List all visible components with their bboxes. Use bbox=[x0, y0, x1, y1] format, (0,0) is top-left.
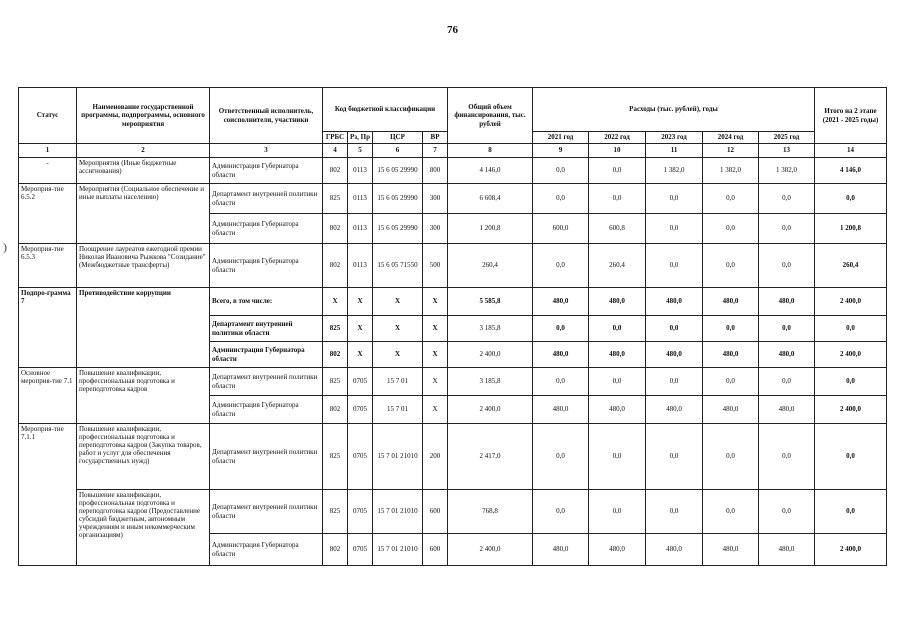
csr-cell: 15 6 05 29990 bbox=[373, 158, 423, 184]
total-cell: 2 400,0 bbox=[448, 342, 533, 368]
budget-table bbox=[18, 87, 887, 566]
grbs-cell: 802 bbox=[323, 534, 348, 566]
executor-cell: Департамент внутренней политики области bbox=[210, 490, 323, 534]
executor-cell: Департамент внутренней политики области bbox=[210, 184, 323, 214]
grbs-cell: 825 bbox=[323, 424, 348, 490]
rzpr-cell: 0113 bbox=[348, 158, 373, 184]
vr-cell: 600 bbox=[423, 534, 448, 566]
total-cell: 768,8 bbox=[448, 490, 533, 534]
page-number: 76 bbox=[447, 24, 458, 36]
rzpr-cell: 0705 bbox=[348, 368, 373, 396]
col-index: 14 bbox=[815, 144, 887, 158]
total-cell: 2 400,0 bbox=[448, 534, 533, 566]
total-cell: 6 608,4 bbox=[448, 184, 533, 214]
csr-cell: 15 6 05 29990 bbox=[373, 184, 423, 214]
total-cell: 5 585,8 bbox=[448, 288, 533, 316]
y2025-cell: 0,0 bbox=[759, 316, 815, 342]
col-index: 6 bbox=[373, 144, 423, 158]
executor-cell: Администрация Губернатора области bbox=[210, 244, 323, 288]
csr-cell: 15 7 01 bbox=[373, 396, 423, 424]
header-y2024: 2024 год bbox=[703, 132, 759, 144]
table-row bbox=[19, 158, 887, 184]
grbs-cell: 825 bbox=[323, 368, 348, 396]
header-row bbox=[19, 88, 887, 132]
name-cell: Мероприятия (Социальное обеспечение и иные выплаты населению) bbox=[77, 184, 210, 244]
y2024-cell: 0,0 bbox=[703, 368, 759, 396]
col-index: 1 bbox=[19, 144, 77, 158]
vr-cell: X bbox=[423, 368, 448, 396]
itogo-cell: 2 400,0 bbox=[815, 342, 887, 368]
y2024-cell: 0,0 bbox=[703, 214, 759, 244]
y2023-cell: 480,0 bbox=[646, 288, 703, 316]
table-row bbox=[19, 490, 887, 534]
y2021-cell: 480,0 bbox=[533, 396, 589, 424]
y2024-cell: 480,0 bbox=[703, 534, 759, 566]
total-cell: 3 185,8 bbox=[448, 368, 533, 396]
csr-cell: 15 7 01 21010 bbox=[373, 490, 423, 534]
grbs-cell: X bbox=[323, 288, 348, 316]
y2023-cell: 0,0 bbox=[646, 214, 703, 244]
y2021-cell: 480,0 bbox=[533, 534, 589, 566]
vr-cell: 300 bbox=[423, 214, 448, 244]
rzpr-cell: X bbox=[348, 288, 373, 316]
y2022-cell: 480,0 bbox=[589, 396, 646, 424]
executor-cell: Администрация Губернатора области bbox=[210, 158, 323, 184]
y2023-cell: 0,0 bbox=[646, 316, 703, 342]
y2023-cell: 0,0 bbox=[646, 490, 703, 534]
y2022-cell: 480,0 bbox=[589, 534, 646, 566]
header-expenses: Расходы (тыс. рублей), годы bbox=[533, 88, 815, 132]
itogo-cell: 260,4 bbox=[815, 244, 887, 288]
total-cell: 4 146,0 bbox=[448, 158, 533, 184]
executor-cell: Администрация Губернатора области bbox=[210, 342, 323, 368]
header-vr: ВР bbox=[423, 132, 448, 144]
vr-cell: X bbox=[423, 342, 448, 368]
grbs-cell: 825 bbox=[323, 316, 348, 342]
col-index: 7 bbox=[423, 144, 448, 158]
grbs-cell: 802 bbox=[323, 244, 348, 288]
y2025-cell: 0,0 bbox=[759, 184, 815, 214]
csr-cell: 15 6 05 71550 bbox=[373, 244, 423, 288]
y2022-cell: 0,0 bbox=[589, 316, 646, 342]
executor-cell: Всего, в том числе: bbox=[210, 288, 323, 316]
status-cell: Мероприя-тие 6.5.3 bbox=[19, 244, 77, 288]
col-index: 10 bbox=[589, 144, 646, 158]
col-index: 11 bbox=[646, 144, 703, 158]
itogo-cell: 0,0 bbox=[815, 184, 887, 214]
col-index: 3 bbox=[210, 144, 323, 158]
rzpr-cell: X bbox=[348, 316, 373, 342]
y2022-cell: 0,0 bbox=[589, 490, 646, 534]
itogo-cell: 0,0 bbox=[815, 368, 887, 396]
grbs-cell: 825 bbox=[323, 184, 348, 214]
csr-cell: X bbox=[373, 342, 423, 368]
y2025-cell: 480,0 bbox=[759, 342, 815, 368]
executor-cell: Департамент внутренней политики области bbox=[210, 316, 323, 342]
y2025-cell: 0,0 bbox=[759, 368, 815, 396]
vr-cell: X bbox=[423, 396, 448, 424]
itogo-cell: 2 400,0 bbox=[815, 534, 887, 566]
y2025-cell: 480,0 bbox=[759, 288, 815, 316]
total-cell: 3 185,8 bbox=[448, 316, 533, 342]
table-row bbox=[19, 244, 887, 288]
executor-cell: Администрация Губернатора области bbox=[210, 396, 323, 424]
col-index: 12 bbox=[703, 144, 759, 158]
csr-cell: X bbox=[373, 288, 423, 316]
y2024-cell: 480,0 bbox=[703, 288, 759, 316]
column-index-row bbox=[19, 144, 887, 158]
rzpr-cell: 0705 bbox=[348, 490, 373, 534]
y2021-cell: 0,0 bbox=[533, 244, 589, 288]
rzpr-cell: 0705 bbox=[348, 424, 373, 490]
y2022-cell: 480,0 bbox=[589, 288, 646, 316]
grbs-cell: 802 bbox=[323, 342, 348, 368]
y2022-cell: 260,4 bbox=[589, 244, 646, 288]
header-itogo: Итого на 2 этапе (2021 - 2025 годы) bbox=[815, 88, 887, 144]
csr-cell: 15 6 05 29990 bbox=[373, 214, 423, 244]
y2021-cell: 0,0 bbox=[533, 368, 589, 396]
y2023-cell: 0,0 bbox=[646, 184, 703, 214]
grbs-cell: 802 bbox=[323, 158, 348, 184]
table-row bbox=[19, 424, 887, 490]
csr-cell: 15 7 01 bbox=[373, 368, 423, 396]
y2021-cell: 480,0 bbox=[533, 288, 589, 316]
vr-cell: X bbox=[423, 316, 448, 342]
y2024-cell: 1 382,0 bbox=[703, 158, 759, 184]
csr-cell: 15 7 01 21010 bbox=[373, 534, 423, 566]
y2022-cell: 480,0 bbox=[589, 342, 646, 368]
header-y2021: 2021 год bbox=[533, 132, 589, 144]
header-y2023: 2023 год bbox=[646, 132, 703, 144]
header-budget-class: Код бюджетной классификации bbox=[323, 88, 448, 132]
col-index: 2 bbox=[77, 144, 210, 158]
y2021-cell: 0,0 bbox=[533, 158, 589, 184]
col-index: 8 bbox=[448, 144, 533, 158]
vr-cell: X bbox=[423, 288, 448, 316]
rzpr-cell: 0113 bbox=[348, 244, 373, 288]
col-index: 5 bbox=[348, 144, 373, 158]
header-rzpr: Рз, Пр bbox=[348, 132, 373, 144]
y2025-cell: 0,0 bbox=[759, 490, 815, 534]
y2023-cell: 480,0 bbox=[646, 396, 703, 424]
header-executor: Ответственный исполнитель, соисполнители, участники bbox=[210, 88, 323, 144]
header-y2025: 2025 год bbox=[759, 132, 815, 144]
status-cell: Мероприя-тие 6.5.2 bbox=[19, 184, 77, 244]
rzpr-cell: 0705 bbox=[348, 396, 373, 424]
y2024-cell: 0,0 bbox=[703, 316, 759, 342]
status-cell: Мероприя-тие 7.1.1 bbox=[19, 424, 77, 566]
executor-cell: Департамент внутренней политики области bbox=[210, 368, 323, 396]
name-cell: Противодействие коррупции bbox=[77, 288, 210, 368]
vr-cell: 600 bbox=[423, 490, 448, 534]
y2023-cell: 480,0 bbox=[646, 534, 703, 566]
vr-cell: 300 bbox=[423, 184, 448, 214]
vr-cell: 200 bbox=[423, 424, 448, 490]
csr-cell: 15 7 01 21010 bbox=[373, 424, 423, 490]
col-index: 9 bbox=[533, 144, 589, 158]
grbs-cell: 802 bbox=[323, 396, 348, 424]
table-row bbox=[19, 184, 887, 214]
y2023-cell: 0,0 bbox=[646, 424, 703, 490]
rzpr-cell: X bbox=[348, 342, 373, 368]
y2024-cell: 0,0 bbox=[703, 424, 759, 490]
col-index: 13 bbox=[759, 144, 815, 158]
name-cell: Повышение квалификации, профессиональная подготовка и переподготовка кадров bbox=[77, 368, 210, 424]
y2021-cell: 600,0 bbox=[533, 214, 589, 244]
y2022-cell: 600,8 bbox=[589, 214, 646, 244]
executor-cell: Администрация Губернатора области bbox=[210, 214, 323, 244]
header-grbs: ГРБС bbox=[323, 132, 348, 144]
itogo-cell: 4 146,0 bbox=[815, 158, 887, 184]
name-cell: Мероприятия (Иные бюджетные ассигнования) bbox=[77, 158, 210, 184]
header-total-funding: Общий объем финансирования, тыс. рублей bbox=[448, 88, 533, 144]
executor-cell: Администрация Губернатора области bbox=[210, 534, 323, 566]
y2024-cell: 480,0 bbox=[703, 396, 759, 424]
itogo-cell: 2 400,0 bbox=[815, 396, 887, 424]
grbs-cell: 825 bbox=[323, 490, 348, 534]
total-cell: 2 417,0 bbox=[448, 424, 533, 490]
itogo-cell: 0,0 bbox=[815, 316, 887, 342]
y2022-cell: 0,0 bbox=[589, 424, 646, 490]
executor-cell: Департамент внутренней политики области bbox=[210, 424, 323, 490]
y2025-cell: 0,0 bbox=[759, 214, 815, 244]
name-cell: Повышение квалификации, профессиональная подготовка и переподготовка кадров (Закупка товаров, работ и услуг для обеспечения государственных нужд) bbox=[77, 424, 210, 490]
y2023-cell: 1 382,0 bbox=[646, 158, 703, 184]
y2021-cell: 480,0 bbox=[533, 342, 589, 368]
margin-mark: ) bbox=[3, 240, 7, 254]
table-row bbox=[19, 368, 887, 396]
name-cell: Поощрение лауреатов ежегодной премии Николая Ивановича Рыжкова "Созидание" (Межбюджетные трансферты) bbox=[77, 244, 210, 288]
vr-cell: 800 bbox=[423, 158, 448, 184]
header-csr: ЦСР bbox=[373, 132, 423, 144]
csr-cell: X bbox=[373, 316, 423, 342]
table-row bbox=[19, 288, 887, 316]
status-cell: - bbox=[19, 158, 77, 184]
y2021-cell: 0,0 bbox=[533, 316, 589, 342]
total-cell: 1 200,8 bbox=[448, 214, 533, 244]
y2022-cell: 0,0 bbox=[589, 368, 646, 396]
total-cell: 260,4 bbox=[448, 244, 533, 288]
header-name: Наименование государственной программы, подпрограммы, основного мероприятия bbox=[77, 88, 210, 144]
name-cell: Повышение квалификации, профессиональная подготовка и переподготовка кадров (Предоставление субсидий бюджетным, автономным учреждениям и иным некоммерческим организациям) bbox=[77, 490, 210, 566]
y2021-cell: 0,0 bbox=[533, 184, 589, 214]
itogo-cell: 2 400,0 bbox=[815, 288, 887, 316]
y2022-cell: 0,0 bbox=[589, 158, 646, 184]
y2025-cell: 0,0 bbox=[759, 424, 815, 490]
status-cell: Основное мероприя-тие 7.1 bbox=[19, 368, 77, 424]
y2024-cell: 0,0 bbox=[703, 244, 759, 288]
itogo-cell: 0,0 bbox=[815, 490, 887, 534]
status-cell: Подпро-грамма 7 bbox=[19, 288, 77, 368]
header-y2022: 2022 год bbox=[589, 132, 646, 144]
y2022-cell: 0,0 bbox=[589, 184, 646, 214]
y2025-cell: 480,0 bbox=[759, 396, 815, 424]
y2023-cell: 0,0 bbox=[646, 244, 703, 288]
itogo-cell: 1 200,8 bbox=[815, 214, 887, 244]
y2023-cell: 0,0 bbox=[646, 368, 703, 396]
y2025-cell: 480,0 bbox=[759, 534, 815, 566]
y2021-cell: 0,0 bbox=[533, 490, 589, 534]
itogo-cell: 0,0 bbox=[815, 424, 887, 490]
y2024-cell: 480,0 bbox=[703, 342, 759, 368]
y2023-cell: 480,0 bbox=[646, 342, 703, 368]
header-status: Статус bbox=[19, 88, 77, 144]
y2021-cell: 0,0 bbox=[533, 424, 589, 490]
y2025-cell: 1 382,0 bbox=[759, 158, 815, 184]
col-index: 4 bbox=[323, 144, 348, 158]
rzpr-cell: 0705 bbox=[348, 534, 373, 566]
vr-cell: 500 bbox=[423, 244, 448, 288]
y2024-cell: 0,0 bbox=[703, 184, 759, 214]
rzpr-cell: 0113 bbox=[348, 214, 373, 244]
y2024-cell: 0,0 bbox=[703, 490, 759, 534]
grbs-cell: 802 bbox=[323, 214, 348, 244]
y2025-cell: 0,0 bbox=[759, 244, 815, 288]
rzpr-cell: 0113 bbox=[348, 184, 373, 214]
total-cell: 2 400,0 bbox=[448, 396, 533, 424]
